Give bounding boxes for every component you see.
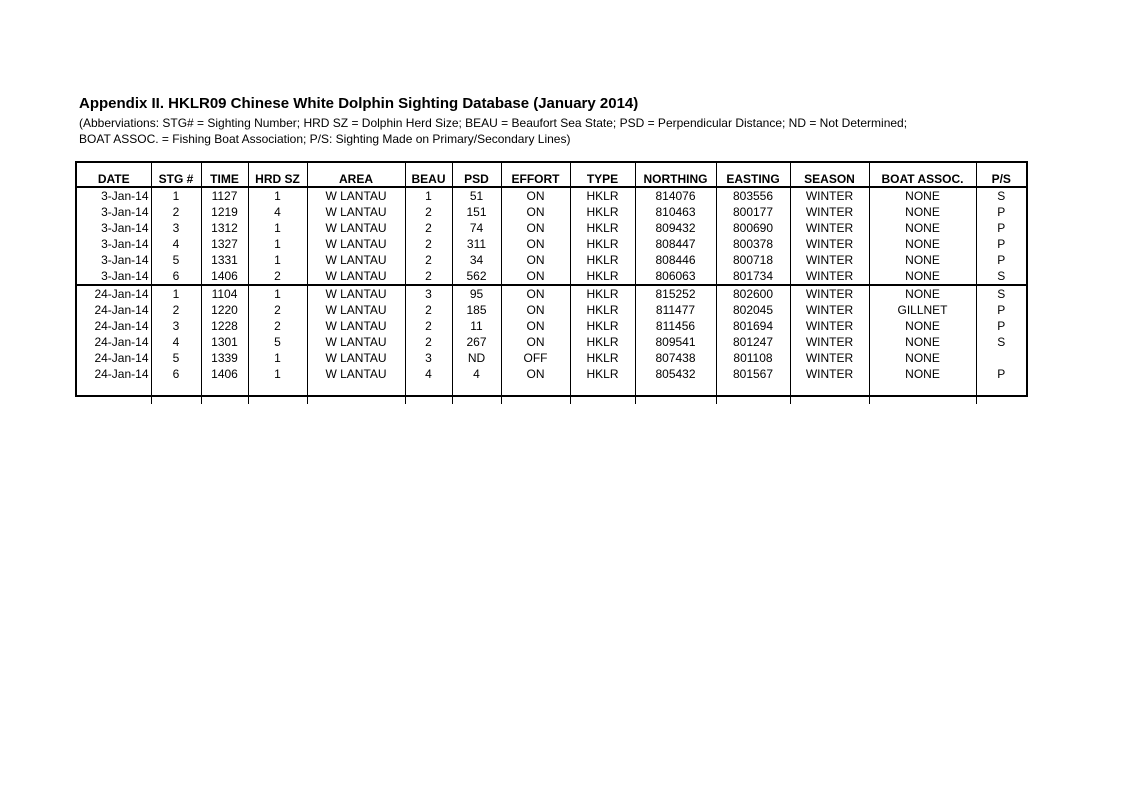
cell-area: W LANTAU bbox=[307, 350, 405, 366]
cell-type: HKLR bbox=[570, 350, 635, 366]
cell-area: W LANTAU bbox=[307, 187, 405, 204]
cell-time: 1327 bbox=[201, 236, 248, 252]
cell-psd: 4 bbox=[452, 366, 501, 382]
column-header-easting: EASTING bbox=[716, 163, 790, 187]
cell-stg: 4 bbox=[151, 236, 201, 252]
cell-season: WINTER bbox=[790, 366, 869, 382]
cell-psd: 311 bbox=[452, 236, 501, 252]
cell-area: W LANTAU bbox=[307, 236, 405, 252]
cell-time: 1127 bbox=[201, 187, 248, 204]
cell-area: W LANTAU bbox=[307, 366, 405, 382]
table-row bbox=[77, 302, 1026, 318]
cell-area: W LANTAU bbox=[307, 285, 405, 302]
cell-beau: 3 bbox=[405, 350, 452, 366]
cell-easting: 800718 bbox=[716, 252, 790, 268]
cell-time: 1104 bbox=[201, 285, 248, 302]
cell-northing: 809432 bbox=[635, 220, 716, 236]
table-row bbox=[77, 187, 1026, 204]
cell-easting: 801567 bbox=[716, 366, 790, 382]
cell-boat-assoc: NONE bbox=[869, 334, 976, 350]
abbreviations-line-1: (Abberviations: STG# = Sighting Number; HRD SZ = Dolphin Herd Size; BEAU = Beaufort Sea State; PSD = Perpendicular Distance; ND = Not Determined; bbox=[79, 116, 908, 130]
cell-boat-assoc: NONE bbox=[869, 350, 976, 366]
cell-hrd-sz: 2 bbox=[248, 302, 307, 318]
cell-time: 1312 bbox=[201, 220, 248, 236]
cell-stg: 6 bbox=[151, 268, 201, 285]
column-header-type: TYPE bbox=[570, 163, 635, 187]
table-row bbox=[77, 318, 1026, 334]
table-body bbox=[77, 187, 1026, 404]
cell-season: WINTER bbox=[790, 236, 869, 252]
column-header-ps: P/S bbox=[976, 163, 1026, 187]
cell-boat-assoc: NONE bbox=[869, 187, 976, 204]
cell-easting: 801694 bbox=[716, 318, 790, 334]
column-header-beau: BEAU bbox=[405, 163, 452, 187]
cell-psd: 34 bbox=[452, 252, 501, 268]
cell-hrd-sz: 5 bbox=[248, 334, 307, 350]
cell-date: 3-Jan-14 bbox=[77, 187, 151, 204]
cell-beau: 2 bbox=[405, 302, 452, 318]
column-header-boat-assoc: BOAT ASSOC. bbox=[869, 163, 976, 187]
cell-effort: ON bbox=[501, 334, 570, 350]
cell-season: WINTER bbox=[790, 318, 869, 334]
filler-cell bbox=[869, 382, 976, 404]
cell-time: 1339 bbox=[201, 350, 248, 366]
filler-cell bbox=[405, 382, 452, 404]
table-row bbox=[77, 366, 1026, 382]
abbreviations-note bbox=[79, 115, 907, 147]
cell-ps: S bbox=[997, 335, 1006, 349]
cell-boat-assoc: NONE bbox=[869, 318, 976, 334]
cell-easting: 800177 bbox=[716, 204, 790, 220]
cell-ps bbox=[976, 350, 1026, 366]
cell-effort: ON bbox=[501, 302, 570, 318]
cell-northing: 810463 bbox=[635, 204, 716, 220]
filler-cell bbox=[790, 382, 869, 404]
cell-boat-assoc: NONE bbox=[869, 252, 976, 268]
cell-season: WINTER bbox=[790, 334, 869, 350]
filler-cell bbox=[976, 382, 1026, 404]
cell-date: 24-Jan-14 bbox=[77, 350, 151, 366]
cell-type: HKLR bbox=[570, 268, 635, 285]
cell-date: 24-Jan-14 bbox=[77, 366, 151, 382]
cell-beau: 2 bbox=[405, 318, 452, 334]
cell-date: 24-Jan-14 bbox=[77, 302, 151, 318]
column-header-psd: PSD bbox=[452, 163, 501, 187]
filler-cell bbox=[248, 382, 307, 404]
cell-area: W LANTAU bbox=[307, 204, 405, 220]
cell-stg: 4 bbox=[151, 334, 201, 350]
cell-psd: 11 bbox=[452, 318, 501, 334]
sighting-table-frame bbox=[75, 161, 1028, 397]
table-row bbox=[77, 252, 1026, 268]
cell-hrd-sz: 1 bbox=[248, 366, 307, 382]
cell-boat-assoc: NONE bbox=[869, 236, 976, 252]
cell-psd: 185 bbox=[452, 302, 501, 318]
cell-stg: 2 bbox=[151, 204, 201, 220]
cell-time: 1406 bbox=[201, 268, 248, 285]
cell-beau: 2 bbox=[405, 204, 452, 220]
cell-effort: ON bbox=[501, 236, 570, 252]
cell-season: WINTER bbox=[790, 302, 869, 318]
cell-easting: 801247 bbox=[716, 334, 790, 350]
cell-easting: 800690 bbox=[716, 220, 790, 236]
filler-cell bbox=[77, 382, 151, 404]
column-header-stg: STG # bbox=[151, 163, 201, 187]
cell-psd: 562 bbox=[452, 268, 501, 285]
table-header-row bbox=[77, 163, 1026, 187]
filler-cell bbox=[635, 382, 716, 404]
table-filler-row bbox=[77, 382, 1026, 404]
cell-area: W LANTAU bbox=[307, 302, 405, 318]
cell-stg: 2 bbox=[151, 302, 201, 318]
cell-northing: 809541 bbox=[635, 334, 716, 350]
filler-cell bbox=[501, 382, 570, 404]
cell-stg: 3 bbox=[151, 220, 201, 236]
cell-effort: ON bbox=[501, 252, 570, 268]
abbreviations-line-2: BOAT ASSOC. = Fishing Boat Association; P/S: Sighting Made on Primary/Secondary Lines) bbox=[79, 132, 571, 146]
cell-season: WINTER bbox=[790, 285, 869, 302]
cell-hrd-sz: 1 bbox=[248, 252, 307, 268]
cell-ps: P bbox=[997, 205, 1006, 219]
cell-ps: P bbox=[997, 319, 1006, 333]
cell-beau: 2 bbox=[405, 220, 452, 236]
cell-easting: 801734 bbox=[716, 268, 790, 285]
cell-date: 3-Jan-14 bbox=[77, 252, 151, 268]
filler-cell bbox=[151, 382, 201, 404]
cell-stg: 5 bbox=[151, 252, 201, 268]
cell-beau: 4 bbox=[405, 366, 452, 382]
cell-area: W LANTAU bbox=[307, 268, 405, 285]
cell-type: HKLR bbox=[570, 220, 635, 236]
cell-date: 3-Jan-14 bbox=[77, 220, 151, 236]
cell-season: WINTER bbox=[790, 220, 869, 236]
cell-ps: S bbox=[976, 285, 1026, 302]
cell-date: 3-Jan-14 bbox=[77, 236, 151, 252]
cell-effort: ON bbox=[501, 318, 570, 334]
cell-time: 1219 bbox=[201, 204, 248, 220]
cell-type: HKLR bbox=[570, 252, 635, 268]
filler-cell bbox=[716, 382, 790, 404]
cell-hrd-sz: 1 bbox=[248, 187, 307, 204]
table-row bbox=[77, 204, 1026, 220]
table-row bbox=[77, 220, 1026, 236]
cell-season: WINTER bbox=[790, 187, 869, 204]
cell-date: 3-Jan-14 bbox=[77, 204, 151, 220]
cell-northing: 811456 bbox=[635, 318, 716, 334]
cell-date: 24-Jan-14 bbox=[77, 334, 151, 350]
filler-cell bbox=[307, 382, 405, 404]
cell-area: W LANTAU bbox=[307, 220, 405, 236]
cell-psd: ND bbox=[452, 350, 501, 366]
cell-time: 1301 bbox=[201, 334, 248, 350]
table-row bbox=[77, 236, 1026, 252]
cell-time: 1220 bbox=[201, 302, 248, 318]
column-header-hrd-sz: HRD SZ bbox=[248, 163, 307, 187]
table-row bbox=[77, 285, 1026, 302]
cell-effort: ON bbox=[501, 204, 570, 220]
table-row bbox=[77, 268, 1026, 285]
column-header-time: TIME bbox=[201, 163, 248, 187]
column-header-area: AREA bbox=[307, 163, 405, 187]
cell-psd: 95 bbox=[452, 285, 501, 302]
cell-area: W LANTAU bbox=[307, 252, 405, 268]
cell-type: HKLR bbox=[570, 204, 635, 220]
cell-psd: 51 bbox=[452, 187, 501, 204]
cell-beau: 2 bbox=[405, 334, 452, 350]
sighting-table bbox=[77, 163, 1026, 404]
cell-type: HKLR bbox=[570, 187, 635, 204]
cell-hrd-sz: 2 bbox=[248, 318, 307, 334]
cell-beau: 2 bbox=[405, 252, 452, 268]
cell-type: HKLR bbox=[570, 236, 635, 252]
cell-ps: P bbox=[997, 303, 1006, 317]
cell-stg: 5 bbox=[151, 350, 201, 366]
cell-boat-assoc: NONE bbox=[869, 220, 976, 236]
cell-easting: 801108 bbox=[716, 350, 790, 366]
cell-type: HKLR bbox=[570, 285, 635, 302]
column-header-northing: NORTHING bbox=[635, 163, 716, 187]
cell-boat-assoc: NONE bbox=[869, 285, 976, 302]
cell-northing: 806063 bbox=[635, 268, 716, 285]
cell-hrd-sz: 1 bbox=[248, 285, 307, 302]
cell-psd: 151 bbox=[452, 204, 501, 220]
cell-date: 24-Jan-14 bbox=[77, 318, 151, 334]
cell-ps: P bbox=[997, 237, 1006, 251]
cell-ps: P bbox=[997, 367, 1006, 381]
cell-boat-assoc: NONE bbox=[869, 268, 976, 285]
cell-stg: 6 bbox=[151, 366, 201, 382]
column-header-effort: EFFORT bbox=[501, 163, 570, 187]
cell-beau: 1 bbox=[405, 187, 452, 204]
cell-ps: P bbox=[997, 221, 1006, 235]
cell-boat-assoc: NONE bbox=[869, 366, 976, 382]
cell-hrd-sz: 2 bbox=[248, 268, 307, 285]
cell-effort: ON bbox=[501, 285, 570, 302]
cell-hrd-sz: 1 bbox=[248, 220, 307, 236]
cell-type: HKLR bbox=[570, 366, 635, 382]
cell-season: WINTER bbox=[790, 350, 869, 366]
cell-hrd-sz: 4 bbox=[248, 204, 307, 220]
column-header-date: DATE bbox=[77, 163, 151, 187]
cell-beau: 3 bbox=[405, 285, 452, 302]
cell-type: HKLR bbox=[570, 318, 635, 334]
cell-northing: 807438 bbox=[635, 350, 716, 366]
cell-hrd-sz: 1 bbox=[248, 236, 307, 252]
cell-effort: OFF bbox=[501, 350, 570, 366]
cell-easting: 802045 bbox=[716, 302, 790, 318]
cell-beau: 2 bbox=[405, 268, 452, 285]
cell-date: 24-Jan-14 bbox=[77, 285, 151, 302]
column-header-season: SEASON bbox=[790, 163, 869, 187]
cell-date: 3-Jan-14 bbox=[77, 268, 151, 285]
filler-cell bbox=[452, 382, 501, 404]
cell-northing: 811477 bbox=[635, 302, 716, 318]
cell-psd: 74 bbox=[452, 220, 501, 236]
cell-type: HKLR bbox=[570, 302, 635, 318]
cell-time: 1406 bbox=[201, 366, 248, 382]
cell-type: HKLR bbox=[570, 334, 635, 350]
cell-northing: 814076 bbox=[635, 187, 716, 204]
cell-effort: ON bbox=[501, 220, 570, 236]
filler-cell bbox=[201, 382, 248, 404]
cell-effort: ON bbox=[501, 187, 570, 204]
cell-area: W LANTAU bbox=[307, 334, 405, 350]
cell-beau: 2 bbox=[405, 236, 452, 252]
cell-psd: 267 bbox=[452, 334, 501, 350]
cell-area: W LANTAU bbox=[307, 318, 405, 334]
cell-northing: 805432 bbox=[635, 366, 716, 382]
cell-ps: S bbox=[997, 269, 1006, 283]
cell-easting: 802600 bbox=[716, 285, 790, 302]
table-row bbox=[77, 350, 1026, 366]
cell-ps: S bbox=[997, 189, 1006, 203]
cell-season: WINTER bbox=[790, 252, 869, 268]
filler-cell bbox=[570, 382, 635, 404]
cell-easting: 800378 bbox=[716, 236, 790, 252]
document-title: Appendix II. HKLR09 Chinese White Dolphin Sighting Database (January 2014) bbox=[79, 95, 639, 112]
cell-effort: ON bbox=[501, 268, 570, 285]
cell-boat-assoc: GILLNET bbox=[869, 302, 976, 318]
cell-ps: P bbox=[997, 253, 1006, 267]
cell-effort: ON bbox=[501, 366, 570, 382]
cell-stg: 1 bbox=[151, 187, 201, 204]
table-row bbox=[77, 334, 1026, 350]
cell-northing: 808447 bbox=[635, 236, 716, 252]
cell-northing: 808446 bbox=[635, 252, 716, 268]
cell-hrd-sz: 1 bbox=[248, 350, 307, 366]
cell-season: WINTER bbox=[790, 204, 869, 220]
cell-time: 1331 bbox=[201, 252, 248, 268]
cell-stg: 3 bbox=[151, 318, 201, 334]
cell-time: 1228 bbox=[201, 318, 248, 334]
cell-season: WINTER bbox=[790, 268, 869, 285]
cell-easting: 803556 bbox=[716, 187, 790, 204]
cell-stg: 1 bbox=[151, 285, 201, 302]
cell-boat-assoc: NONE bbox=[869, 204, 976, 220]
cell-northing: 815252 bbox=[635, 285, 716, 302]
